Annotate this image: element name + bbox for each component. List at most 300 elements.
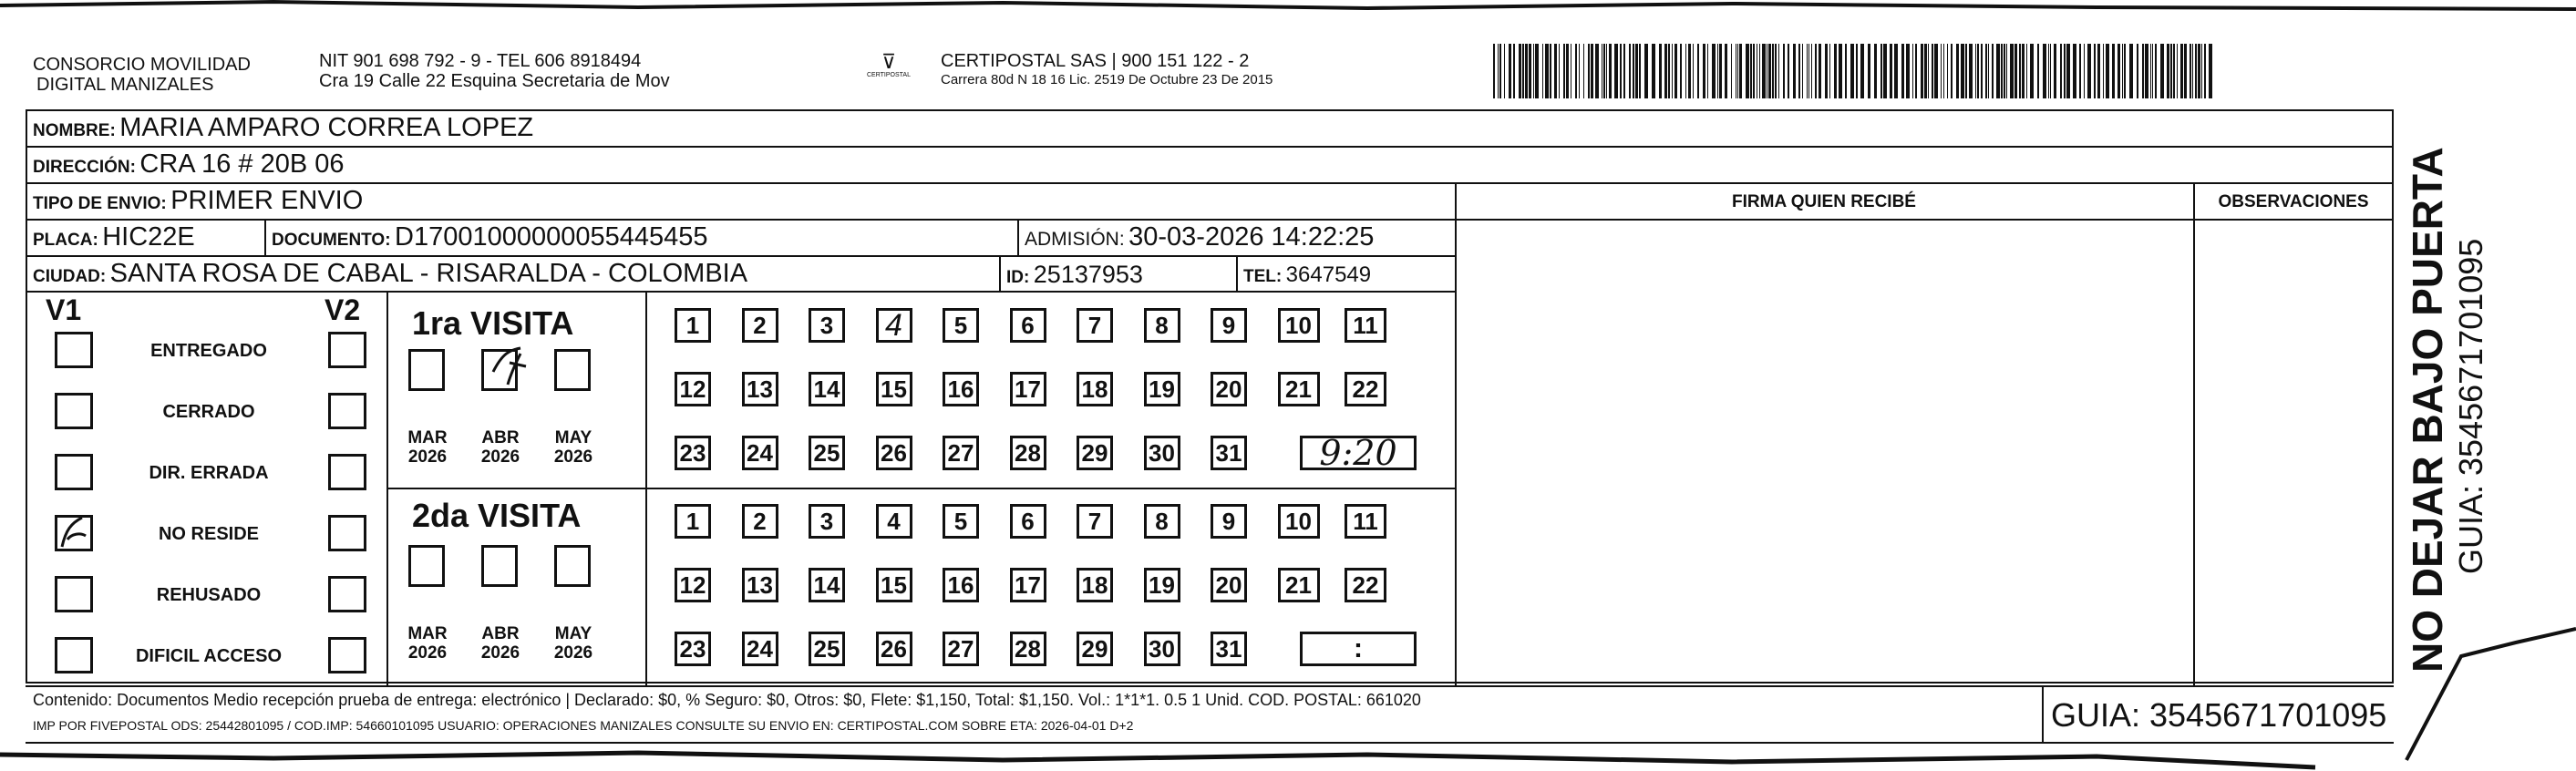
barcode-bar: [1746, 44, 1749, 98]
barcode-bar: [1921, 44, 1923, 98]
barcode-bar: [1493, 44, 1495, 98]
visit2-day-box[interactable]: 7: [1077, 504, 1113, 539]
visit1-month-checkbox[interactable]: [554, 349, 591, 391]
footer-bottom-line: [26, 742, 2394, 744]
barcode-bar: [1985, 44, 1987, 98]
barcode-bar: [2050, 44, 2051, 98]
month-year: 2026: [553, 643, 593, 663]
nombre-label: NOMBRE:: [33, 121, 116, 140]
barcode-bar: [2155, 44, 2157, 98]
status-v2-checkbox[interactable]: [328, 576, 366, 612]
id-cell: [1006, 261, 1143, 289]
sender-name-line1: CONSORCIO MOVILIDAD: [33, 55, 251, 75]
visit2-day-box[interactable]: 26: [876, 632, 912, 666]
placa-label: PLACA:: [33, 231, 98, 250]
barcode-bar: [1680, 44, 1682, 98]
tel-label: TEL:: [1243, 267, 1283, 286]
barcode-bar: [1834, 44, 1837, 98]
month-year: 2026: [407, 447, 448, 467]
barcode-bar: [2150, 44, 2151, 98]
check-mark-icon: [55, 512, 93, 552]
barcode-bar: [1992, 44, 1994, 98]
visit2-day-box[interactable]: 15: [876, 568, 912, 602]
barcode-bar: [1868, 44, 1870, 98]
barcode-bar: [1522, 44, 1524, 98]
barcode-bar: [1614, 44, 1618, 98]
firma-header-line: [1455, 219, 2394, 221]
barcode-bar: [1620, 44, 1622, 98]
barcode-bar: [1588, 44, 1590, 98]
visit1-day-box[interactable]: 26: [876, 436, 912, 470]
barcode-bar: [1772, 44, 1774, 98]
barcode-bar: [1519, 44, 1521, 98]
visit1-day-box[interactable]: 16: [943, 372, 979, 406]
tipo-value: PRIMER ENVIO: [170, 186, 364, 215]
visit2-day-box[interactable]: 19: [1144, 568, 1180, 602]
status-label: DIFICIL ACCESO: [135, 646, 282, 666]
month-name: ABR: [481, 624, 520, 643]
visit2-day-box[interactable]: 14: [809, 568, 845, 602]
barcode-bar: [1762, 44, 1766, 98]
visit1-day-box[interactable]: 2: [742, 308, 778, 343]
barcode-bar: [2117, 44, 2120, 98]
barcode-bar: [1819, 44, 1821, 98]
row-line-1: [26, 146, 2394, 148]
barcode-bar: [1603, 44, 1605, 98]
admision-value: 30-03-2026 14:22:25: [1128, 222, 1375, 252]
barcode-bar: [2106, 44, 2109, 98]
barcode-bar: [2142, 44, 2144, 98]
barcode-bar: [1693, 44, 1694, 98]
visit2-day-box[interactable]: 10: [1278, 504, 1320, 539]
barcode-bar: [2004, 44, 2005, 98]
check-mark-icon: [489, 344, 544, 390]
visit2-day-box[interactable]: 29: [1077, 632, 1113, 666]
side-guia: GUIA: 3545671701095: [2452, 238, 2489, 574]
ciudad-cell: [33, 259, 747, 289]
month-label: [549, 624, 598, 663]
barcode-bar: [1639, 44, 1641, 98]
direccion-row: [33, 149, 345, 180]
barcode-bar: [1894, 44, 1898, 98]
month-year: 2026: [553, 447, 593, 467]
barcode-bar: [1750, 44, 1752, 98]
documento-cell: [272, 222, 708, 252]
visit1-day-box[interactable]: 27: [943, 436, 979, 470]
tipo-label: TIPO DE ENVIO:: [33, 194, 167, 213]
visit-divider: [386, 488, 1455, 489]
barcode-bar: [1583, 44, 1584, 98]
documento-value: D17001000000055445455: [395, 222, 708, 252]
barcode-bar: [1525, 44, 1528, 98]
barcode-bar: [1947, 44, 1948, 98]
barcode-bar: [1802, 44, 1803, 98]
barcode-bar: [1725, 44, 1727, 98]
visit1-day-box[interactable]: 24: [742, 436, 778, 470]
barcode-bar: [1965, 44, 1967, 98]
visit1-day-box[interactable]: 7: [1077, 308, 1113, 343]
barcode-bar: [1659, 44, 1662, 98]
barcode-bar: [1652, 44, 1655, 98]
visit2-day-box[interactable]: 1: [675, 504, 711, 539]
visit1-day-box[interactable]: 23: [675, 436, 711, 470]
barcode-bar: [1731, 44, 1732, 98]
barcode-bar: [1685, 44, 1686, 98]
barcode-bar: [1509, 44, 1511, 98]
barcode-bar: [1901, 44, 1904, 98]
barcode-bar: [1499, 44, 1501, 98]
placa-cell: [33, 222, 195, 252]
visit2-day-box[interactable]: 16: [943, 568, 979, 602]
visit1-day-box[interactable]: 3: [809, 308, 845, 343]
row-line-4: [26, 255, 1455, 257]
visit1-day-box[interactable]: 11: [1345, 308, 1386, 343]
barcode-bar: [2010, 44, 2014, 98]
admision-label: ADMISIÓN:: [1025, 229, 1125, 250]
visit1-day-box[interactable]: 29: [1077, 436, 1113, 470]
visit1-day-box[interactable]: 1: [675, 308, 711, 343]
barcode-bar: [1975, 44, 1976, 98]
ciudad-divider: [999, 255, 1001, 291]
barcode-bar: [2192, 44, 2193, 98]
barcode-bar: [1737, 44, 1738, 98]
admision-cell: [1025, 222, 1374, 252]
barcode-bar: [1906, 44, 1910, 98]
sender-address: Cra 19 Calle 22 Esquina Secretaria de Mov: [319, 71, 670, 91]
visit1-day-box[interactable]: 10: [1278, 308, 1320, 343]
month-year: 2026: [407, 643, 448, 663]
barcode-bar: [2112, 44, 2115, 98]
barcode-bar: [1672, 44, 1673, 98]
barcode-bar: [1759, 44, 1760, 98]
visit1-day-box[interactable]: 28: [1010, 436, 1046, 470]
visit2-day-box[interactable]: 9: [1211, 504, 1247, 539]
barcode-bar: [1778, 44, 1779, 98]
barcode-bar: [2026, 44, 2027, 98]
documento-divider: [1017, 219, 1019, 255]
id-value: 25137953: [1033, 261, 1143, 288]
status-v1-checkbox[interactable]: [55, 393, 93, 429]
barcode: [1493, 44, 2218, 98]
carrier-address: Carrera 80d N 18 16 Lic. 2519 De Octubre 23 De 2015: [941, 72, 1273, 87]
barcode-bar: [2195, 44, 2197, 98]
barcode-bar: [1719, 44, 1722, 98]
barcode-bar: [1575, 44, 1577, 98]
barcode-bar: [2190, 44, 2191, 98]
sender-name: [33, 55, 251, 95]
barcode-bar: [1644, 44, 1648, 98]
visit2-day-box[interactable]: 30: [1144, 632, 1180, 666]
barcode-bar: [1932, 44, 1933, 98]
barcode-bar: [2145, 44, 2148, 98]
status-label: REHUSADO: [156, 585, 262, 605]
visit2-month-checkbox[interactable]: [554, 545, 591, 587]
footer-guia-box: GUIA: 3545671701095: [2051, 696, 2387, 734]
barcode-bar: [1951, 44, 1953, 98]
sender-name-line2: DIGITAL MANIZALES: [36, 75, 214, 95]
status-v2-checkbox[interactable]: [328, 332, 366, 368]
barcode-bar: [2030, 44, 2034, 98]
v1-header: V1: [46, 293, 82, 326]
status-v1-checkbox[interactable]: [55, 332, 93, 368]
barcode-bar: [1554, 44, 1557, 98]
barcode-bar: [1941, 44, 1942, 98]
visit1-day-box[interactable]: 9: [1211, 308, 1247, 343]
observaciones-column-header: OBSERVACIONES: [2218, 192, 2369, 211]
visit1-day-box[interactable]: 13: [742, 372, 778, 406]
obs-divider: [2193, 182, 2195, 685]
barcode-bar: [2094, 44, 2096, 98]
barcode-bar: [2022, 44, 2025, 98]
visit2-day-box[interactable]: 3: [809, 504, 845, 539]
visit2-day-box[interactable]: 5: [943, 504, 979, 539]
month-label: [476, 624, 525, 663]
visit1-day-box[interactable]: 15: [876, 372, 912, 406]
barcode-bar: [1880, 44, 1882, 98]
month-year: 2026: [480, 447, 520, 467]
nombre-row: [33, 113, 533, 143]
visit2-day-box[interactable]: 28: [1010, 632, 1046, 666]
barcode-bar: [2204, 44, 2206, 98]
status-v1-checkbox[interactable]: [55, 637, 93, 673]
barcode-bar: [2014, 44, 2017, 98]
barcode-bar: [1808, 44, 1809, 98]
barcode-bar: [1633, 44, 1634, 98]
first-visit-title: 1ra VISITA: [412, 304, 574, 342]
carrier-name: CERTIPOSTAL SAS | 900 151 122 - 2: [941, 51, 1250, 71]
tel-cell: [1243, 262, 1371, 288]
barcode-bar: [1563, 44, 1565, 98]
visit1-day-box[interactable]: 12: [675, 372, 711, 406]
status-v1-checkbox[interactable]: [55, 515, 93, 551]
id-divider: [1236, 255, 1238, 291]
barcode-bar: [2180, 44, 2183, 98]
barcode-bar: [1513, 44, 1515, 98]
barcode-bar: [2173, 44, 2175, 98]
firma-divider: [1455, 182, 1457, 685]
month-name: MAR: [407, 624, 448, 643]
visit2-day-box[interactable]: 24: [742, 632, 778, 666]
barcode-bar: [1829, 44, 1830, 98]
documento-label: DOCUMENTO:: [272, 231, 391, 250]
visit1-day-box[interactable]: 14: [809, 372, 845, 406]
visit2-day-box[interactable]: 27: [943, 632, 979, 666]
barcode-bar: [2137, 44, 2138, 98]
visit2-month-checkbox[interactable]: [481, 545, 518, 587]
barcode-bar: [2043, 44, 2046, 98]
visit2-day-box[interactable]: 21: [1278, 568, 1320, 602]
nombre-value: MARIA AMPARO CORREA LOPEZ: [119, 113, 534, 142]
barcode-bar: [2129, 44, 2133, 98]
visit1-day-box[interactable]: 4: [876, 308, 912, 343]
barcode-bar: [2079, 44, 2081, 98]
barcode-bar: [1860, 44, 1864, 98]
visit2-day-box[interactable]: 20: [1211, 568, 1247, 602]
carrier-details: [941, 51, 1273, 89]
barcode-bar: [1793, 44, 1796, 98]
barcode-bar: [1674, 44, 1677, 98]
guia-box-divider: [2042, 685, 2044, 742]
barcode-bar: [2019, 44, 2021, 98]
status-v2-checkbox[interactable]: [328, 393, 366, 429]
visit1-month-checkbox[interactable]: [481, 349, 518, 391]
barcode-bar: [1753, 44, 1755, 98]
visit1-day-box[interactable]: 25: [809, 436, 845, 470]
visit2-day-box[interactable]: 23: [675, 632, 711, 666]
visit2-day-box[interactable]: 31: [1211, 632, 1247, 666]
visit1-day-box[interactable]: 8: [1144, 308, 1180, 343]
barcode-bar: [1783, 44, 1785, 98]
barcode-bar: [1635, 44, 1638, 98]
visit2-day-box[interactable]: 17: [1010, 568, 1046, 602]
barcode-bar: [2037, 44, 2039, 98]
carrier-logo-text: CERTIPOSTAL: [867, 72, 911, 78]
month-label: [549, 428, 598, 467]
visit2-day-box[interactable]: 18: [1077, 568, 1113, 602]
barcode-bar: [1807, 44, 1808, 98]
barcode-bar: [1977, 44, 1979, 98]
barcode-bar: [2124, 44, 2126, 98]
visit2-day-box[interactable]: 22: [1345, 568, 1386, 602]
barcode-bar: [1566, 44, 1569, 98]
barcode-bar: [1712, 44, 1716, 98]
barcode-bar: [2048, 44, 2049, 98]
barcode-bar: [2167, 44, 2169, 98]
visit1-month-checkbox[interactable]: [408, 349, 445, 391]
month-name: MAR: [407, 428, 448, 447]
direccion-value: CRA 16 # 20B 06: [139, 149, 345, 179]
barcode-bar: [1504, 44, 1505, 98]
barcode-bar: [2103, 44, 2104, 98]
barcode-bar: [1850, 44, 1854, 98]
barcode-bar: [2060, 44, 2062, 98]
visit1-day-box[interactable]: 20: [1211, 372, 1247, 406]
barcode-bar: [1961, 44, 1964, 98]
barcode-bar: [1934, 44, 1938, 98]
side-warning: NO DEJAR BAJO PUERTA: [2404, 147, 2451, 673]
barcode-bar: [2084, 44, 2085, 98]
visit2-day-box[interactable]: 6: [1010, 504, 1046, 539]
direccion-label: DIRECCIÓN:: [33, 158, 136, 177]
barcode-bar: [1943, 44, 1944, 98]
barcode-bar: [1981, 44, 1983, 98]
visit2-day-box[interactable]: 11: [1345, 504, 1386, 539]
barcode-bar: [1579, 44, 1580, 98]
barcode-bar: [1883, 44, 1887, 98]
barcode-bar: [1798, 44, 1800, 98]
barcode-bar: [2170, 44, 2172, 98]
barcode-bar: [1542, 44, 1543, 98]
logo-icon: ⊽: [881, 50, 897, 73]
barcode-bar: [1498, 44, 1499, 98]
visit2-day-box[interactable]: 13: [742, 568, 778, 602]
barcode-bar: [1707, 44, 1708, 98]
barcode-bar: [1688, 44, 1691, 98]
barcode-bar: [1533, 44, 1534, 98]
visit2-day-box[interactable]: 8: [1144, 504, 1180, 539]
id-label: ID:: [1006, 268, 1030, 287]
status-v1-checkbox[interactable]: [55, 454, 93, 490]
barcode-bar: [1668, 44, 1670, 98]
ciudad-label: CIUDAD:: [33, 267, 107, 286]
barcode-bar: [2198, 44, 2200, 98]
visit1-day-box[interactable]: 17: [1010, 372, 1046, 406]
second-visit-title: 2da VISITA: [412, 497, 582, 534]
barcode-bar: [1609, 44, 1612, 98]
barcode-bar: [2122, 44, 2123, 98]
barcode-bar: [1559, 44, 1560, 98]
visit1-day-box[interactable]: 6: [1010, 308, 1046, 343]
barcode-bar: [1788, 44, 1789, 98]
v2-header: V2: [325, 293, 361, 326]
firma-column-header: FIRMA QUIEN RECIBÉ: [1732, 192, 1916, 211]
barcode-bar: [1928, 44, 1929, 98]
barcode-bar: [1550, 44, 1551, 98]
month-name: ABR: [481, 428, 520, 447]
ciudad-value: SANTA ROSA DE CABAL - RISARALDA - COLOMBIA: [109, 259, 748, 288]
barcode-bar: [1775, 44, 1777, 98]
barcode-bar: [1623, 44, 1625, 98]
visit1-day-box[interactable]: 21: [1278, 372, 1320, 406]
footer-contenido: Contenido: Documentos Medio recepción prueba de entrega: electrónico | Declarado: $0, % Seguro: $0, Otros: $0, Flete: $1,150, Total: $1,150. Vol.: 1*1*1. 0.5 1 Unid. COD. POSTAL: 661020: [33, 691, 1421, 709]
barcode-bar: [1956, 44, 1959, 98]
visit2-time-box[interactable]: :: [1300, 632, 1417, 666]
barcode-bar: [1703, 44, 1705, 98]
visit1-day-box[interactable]: 18: [1077, 372, 1113, 406]
barcode-bar: [2209, 44, 2212, 98]
visit2-day-box[interactable]: 4: [876, 504, 912, 539]
barcode-bar: [1529, 44, 1531, 98]
barcode-bar: [1839, 44, 1842, 98]
placa-divider: [264, 219, 266, 255]
barcode-bar: [1697, 44, 1699, 98]
barcode-bar: [1825, 44, 1828, 98]
visit1-day-box[interactable]: 31: [1211, 436, 1247, 470]
barcode-bar: [1912, 44, 1913, 98]
visit2-day-box[interactable]: 25: [809, 632, 845, 666]
barcode-bar: [2054, 44, 2056, 98]
month-name: MAY: [554, 624, 592, 643]
barcode-bar: [1996, 44, 2000, 98]
visit2-day-box[interactable]: 12: [675, 568, 711, 602]
barcode-bar: [1890, 44, 1892, 98]
barcode-bar: [2066, 44, 2070, 98]
month-name: MAY: [554, 428, 592, 447]
barcode-bar: [1924, 44, 1927, 98]
barcode-bar: [2184, 44, 2187, 98]
month-year: 2026: [480, 643, 520, 663]
barcode-bar: [2201, 44, 2202, 98]
visit1-time-box[interactable]: 9:20: [1300, 436, 1417, 470]
barcode-bar: [1535, 44, 1539, 98]
visit1-day-box[interactable]: 19: [1144, 372, 1180, 406]
barcode-bar: [1811, 44, 1812, 98]
barcode-bar: [1545, 44, 1549, 98]
status-v1-checkbox[interactable]: [55, 576, 93, 612]
barcode-bar: [1591, 44, 1593, 98]
status-v2-checkbox[interactable]: [328, 637, 366, 673]
visit2-month-checkbox[interactable]: [408, 545, 445, 587]
visit1-day-box[interactable]: 5: [943, 308, 979, 343]
visit1-day-box[interactable]: 30: [1144, 436, 1180, 470]
visit2-day-box[interactable]: 2: [742, 504, 778, 539]
barcode-bar: [2006, 44, 2007, 98]
status-label: NO RESIDE: [158, 524, 260, 544]
status-v2-checkbox[interactable]: [328, 515, 366, 551]
visit1-day-box[interactable]: 22: [1345, 372, 1386, 406]
barcode-bar: [1664, 44, 1667, 98]
status-v2-checkbox[interactable]: [328, 454, 366, 490]
